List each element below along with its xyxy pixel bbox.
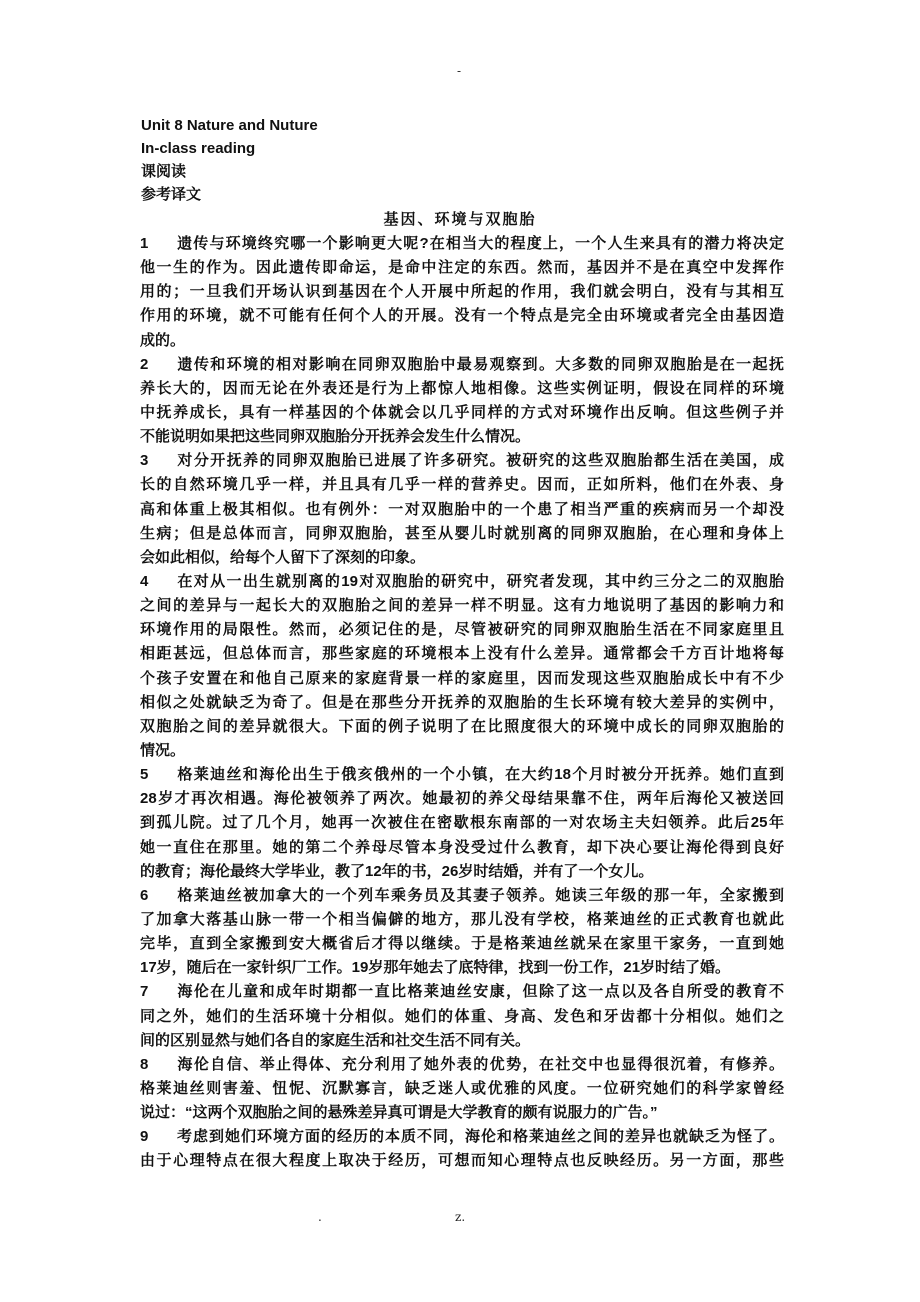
paragraph: [140, 763, 784, 884]
line-text: 之间的差异与一起长大的双胞胎之间的差异一样不明显。这有力地说明了基因的影响力和: [140, 597, 784, 615]
paragraph-number: 1: [140, 235, 149, 252]
paragraph-line: [140, 401, 784, 425]
paragraph-line: [140, 1101, 784, 1125]
paragraph-line: [140, 449, 784, 473]
paragraph-line: [140, 498, 784, 522]
paragraph-line: [140, 1053, 784, 1077]
line-text: 了加拿大落基山脉一带一个相当偏僻的地方，那儿没有学校，格莱迪丝的正式教育也就此: [140, 910, 784, 928]
line-text: 个孩子安置在和他自己原来的家庭背景一样的家庭里，因而发现这些双胞胎成长中有不少: [140, 669, 784, 687]
paragraph-line: [140, 353, 784, 377]
paragraph-number: 9: [140, 1128, 149, 1146]
document-headings: [141, 114, 318, 206]
line-text: 到孤儿院。过了几个月，她再一次被住在密歇根东南部的一对农场主夫妇领养。此后25年: [140, 814, 784, 832]
line-text: 双胞胎之间的差异就很大。下面的例子说明了在比照度很大的环境中成长的同卵双胞胎的: [140, 717, 784, 735]
line-text: 长的自然环境几乎一样，并且具有几乎一样的营养史。因而，正如所料，他们在外表、身: [140, 476, 784, 494]
paragraph-line: [140, 280, 784, 304]
line-text: 相似之处就缺乏为奇了。但是在那些分开抚养的双胞胎的生长环境有较大差异的实例中，: [140, 693, 784, 711]
paragraph-line: [140, 377, 784, 401]
paragraph-line: [140, 691, 784, 715]
paragraph-line: [140, 425, 784, 449]
line-text: 28岁才再次相遇。海伦被领养了两次。她最初的养父母结果靠不住，两年后海伦又被送回: [140, 790, 784, 808]
line-text: 他一生的作为。因此遗传即命运，是命中注定的东西。然而，基因并不是在真空中发挥作: [140, 259, 784, 277]
paragraph-line: [140, 956, 784, 980]
line-text: 说过：“这两个双胞胎之间的悬殊差异真可谓是大学教育的颇有说服力的广告。”: [140, 1104, 658, 1122]
line-text: 成的。: [140, 331, 186, 349]
paragraph-line: [140, 522, 784, 546]
page-header-mark: -: [457, 64, 462, 78]
unit-heading: Unit 8 Nature and Nuture: [141, 117, 318, 134]
article-title: 基因、环境与双胞胎: [383, 211, 537, 228]
translation-heading: 参考译文: [141, 186, 202, 203]
paragraph-line: [140, 642, 784, 666]
paragraph-number: 3: [140, 452, 149, 470]
footer-right: z.: [455, 1210, 466, 1224]
paragraph-line: [140, 232, 784, 256]
line-text: 17岁，随后在一家针织厂工作。19岁那年她去了底特律，找到一份工作，21岁时结了婚。: [140, 959, 731, 977]
paragraph-line: [140, 618, 784, 642]
paragraph-number: 2: [140, 355, 149, 373]
paragraph-line: [140, 1029, 784, 1053]
paragraph: [140, 980, 784, 1052]
article-body: [140, 232, 784, 1173]
paragraph-line: [140, 570, 784, 594]
paragraph-line: [140, 594, 784, 618]
line-text: 对分开抚养的同卵双胞胎已进展了许多研究。被研究的这些双胞胎都生活在美国，成: [176, 452, 784, 470]
paragraph-line: [140, 980, 784, 1004]
paragraph-number: 4: [140, 572, 149, 590]
line-text: 海伦自信、举止得体、充分利用了她外表的优势，在社交中也显得很沉着，有修养。: [176, 1055, 784, 1073]
footer-left: .: [318, 1210, 322, 1224]
paragraph-line: [140, 908, 784, 932]
line-text: 环境作用的局限性。然而，必须记住的是，尽管被研究的同卵双胞胎生活在不同家庭里且: [140, 621, 784, 639]
paragraph-number: 5: [140, 766, 149, 784]
paragraph-line: [140, 1005, 784, 1029]
paragraph-line: [140, 1125, 784, 1149]
paragraph-line: [140, 256, 784, 280]
paragraph-number: 8: [140, 1055, 149, 1073]
paragraph: [140, 449, 784, 570]
paragraph: [140, 884, 784, 981]
paragraph-line: [140, 763, 784, 787]
paragraph-line: [140, 546, 784, 570]
line-text: 生病；但是总体而言，同卵双胞胎，甚至从婴儿时就别离的同卵双胞胎，在心理和身体上: [140, 524, 784, 542]
line-text: 在对从一出生就别离的19对双胞胎的研究中，研究者发现，其中约三分之二的双胞胎: [176, 572, 784, 590]
line-text: 格莱迪丝被加拿大的一个列车乘务员及其妻子领养。她读三年级的那一年，全家搬到: [176, 886, 784, 904]
paragraph: [140, 570, 784, 763]
line-text: 遗传和环境的相对影响在同卵双胞胎中最易观察到。大多数的同卵双胞胎是在一起抚: [176, 355, 784, 373]
line-text: 会如此相似，给每个人留下了深刻的印象。: [140, 548, 426, 566]
line-text: 海伦在儿童和成年时期都一直比格莱迪丝安康，但除了这一点以及各自所受的教育不: [176, 983, 784, 1001]
section-heading-cn: 课阅读: [141, 163, 187, 180]
section-heading: In-class reading: [141, 140, 256, 157]
line-text: 由于心理特点在很大程度上取决于经历，可想而知心理特点也反映经历。另一方面，那些: [140, 1152, 784, 1170]
paragraph-line: [140, 811, 784, 835]
line-text: 养长大的，因而无论在外表还是行为上都惊人地相像。这些实例证明，假设在同样的环境: [140, 379, 784, 397]
paragraph-line: [140, 715, 784, 739]
line-text: 间的区别显然与她们各自的家庭生活和社交生活不同有关。: [140, 1031, 531, 1049]
line-text: 相距甚远，但总体而言，那些家庭的环境根本上没有什么差异。通常都会千方百计地将每: [140, 645, 784, 663]
line-text: 遗传与环境终究哪一个影响更大呢?在相当大的程度上，一个人生来具有的潜力将决定: [176, 235, 784, 252]
paragraph-line: [140, 667, 784, 691]
line-text: 情况。: [140, 741, 186, 759]
paragraph-line: [140, 1077, 784, 1101]
paragraph-number: 6: [140, 886, 149, 904]
line-text: 的教育；海伦最终大学毕业，教了12年的书，26岁时结婚，并有了一个女儿。: [140, 862, 654, 880]
paragraph-line: [140, 932, 784, 956]
paragraph: [140, 1053, 784, 1125]
line-text: 高和体重上极其相似。也有例外：一对双胞胎中的一个患了相当严重的疾病而另一个却没: [140, 500, 784, 518]
paragraph-line: [140, 860, 784, 884]
paragraph-number: 7: [140, 983, 149, 1001]
paragraph-line: [140, 836, 784, 860]
line-text: 完毕，直到全家搬到安大概省后才得以继续。于是格莱迪丝就呆在家里干家务，一直到她: [140, 935, 784, 953]
line-text: 她一直住在那里。她的第二个养母尽管本身没受过什么教育，却下决心要让海伦得到良好: [140, 838, 784, 856]
paragraph: [140, 353, 784, 450]
line-text: 作用的环境，就不可能有任何个人的开展。没有一个特点是完全由环境或者完全由基因造: [140, 307, 784, 325]
line-text: 格莱迪丝则害羞、忸怩、沉默寡言，缺乏迷人或优雅的风度。一位研究她们的科学家曾经: [140, 1079, 784, 1097]
paragraph: [140, 1125, 784, 1173]
paragraph-line: [140, 304, 784, 328]
line-text: 用的；一旦我们开场认识到基因在个人开展中所起的作用，我们就会明白，没有与其相互: [140, 283, 784, 301]
line-text: 不能说明如果把这些同卵双胞胎分开抚养会发生什么情况。: [140, 428, 531, 446]
paragraph-line: [140, 787, 784, 811]
paragraph-line: [140, 739, 784, 763]
line-text: 考虑到她们环境方面的经历的本质不同，海伦和格莱迪丝之间的差异也就缺乏为怪了。: [176, 1128, 784, 1146]
paragraph-line: [140, 329, 784, 353]
paragraph-line: [140, 1149, 784, 1173]
paragraph-line: [140, 473, 784, 497]
paragraph: [140, 232, 784, 353]
paragraph-line: [140, 884, 784, 908]
line-text: 格莱迪丝和海伦出生于俄亥俄州的一个小镇，在大约18个月时被分开抚养。她们直到: [176, 766, 784, 784]
line-text: 同之外，她们的生活环境十分相似。她们的体重、身高、发色和牙齿都十分相似。她们之: [140, 1007, 784, 1025]
line-text: 中抚养成长，具有一样基因的个体就会以几乎同样的方式对环境作出反响。但这些例子并: [140, 403, 784, 421]
